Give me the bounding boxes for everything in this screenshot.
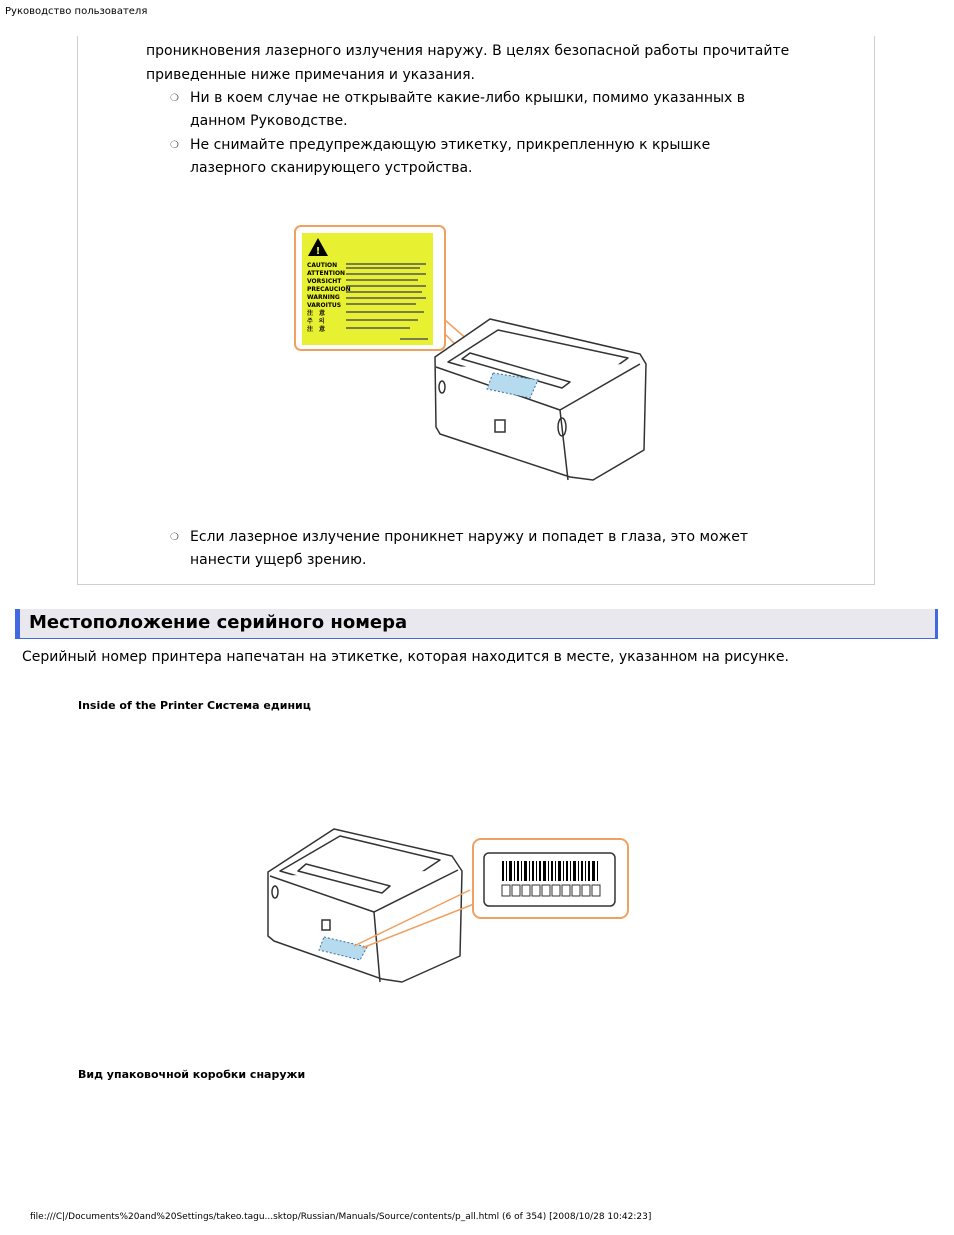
label-word: 주 의 <box>307 318 325 325</box>
bullet-circle-icon: ❍ <box>170 140 179 151</box>
page-header-title: Руководство пользователя <box>5 6 148 17</box>
label-word: WARNING <box>307 294 340 301</box>
bullet-text-line: данном Руководстве. <box>190 113 348 129</box>
bullet-text-line: Если лазерное излучение проникнет наружу и попадет в глаза, это может <box>190 529 748 545</box>
label-word: CAUTION <box>307 262 338 269</box>
label-word: VORSICHT <box>307 278 342 285</box>
section-heading <box>15 609 938 639</box>
bullet-circle-icon: ❍ <box>170 93 179 104</box>
section-intro: Серийный номер принтера напечатан на этикетке, которая находится в месте, указанном на рисунке. <box>22 649 789 665</box>
label-word: 注 意 <box>307 310 326 317</box>
printer-warning-label-illustration <box>290 222 660 492</box>
label-word: ATTENTION <box>307 270 346 277</box>
label-word: PRECAUCION <box>307 286 351 293</box>
bullet-circle-icon: ❍ <box>170 532 179 543</box>
svg-text:!: ! <box>315 246 321 257</box>
warning-lead-line1: проникновения лазерного излучения наружу. В целях безопасной работы прочитайте <box>146 43 790 59</box>
bullet-text-line: нанести ущерб зрению. <box>190 552 367 568</box>
label-word: VAROITUS <box>307 302 342 309</box>
section-title: Местоположение серийного номера <box>29 612 408 633</box>
bullet-text-line: Не снимайте предупреждающую этикетку, прикрепленную к крышке <box>190 137 711 153</box>
label-word: 注 意 <box>307 326 326 333</box>
bullet-text-line: лазерного сканирующего устройства. <box>190 160 473 176</box>
printer-serial-label-illustration <box>262 826 632 986</box>
bullet-text-line: Ни в коем случае не открывайте какие-либо крышки, помимо указанных в <box>190 90 746 106</box>
figure-caption-box: Вид упаковочной коробки снаружи <box>78 1068 306 1081</box>
figure-caption-inside: Inside of the Printer Система единиц <box>78 699 311 712</box>
footer-file-path: file:///C|/Documents%20and%20Settings/takeo.tagu...sktop/Russian/Manuals/Source/contents/p_all.html (6 of 354) [2008/10/28 10:42:23] <box>30 1212 652 1222</box>
warning-lead-line2: приведенные ниже примечания и указания. <box>146 67 475 83</box>
